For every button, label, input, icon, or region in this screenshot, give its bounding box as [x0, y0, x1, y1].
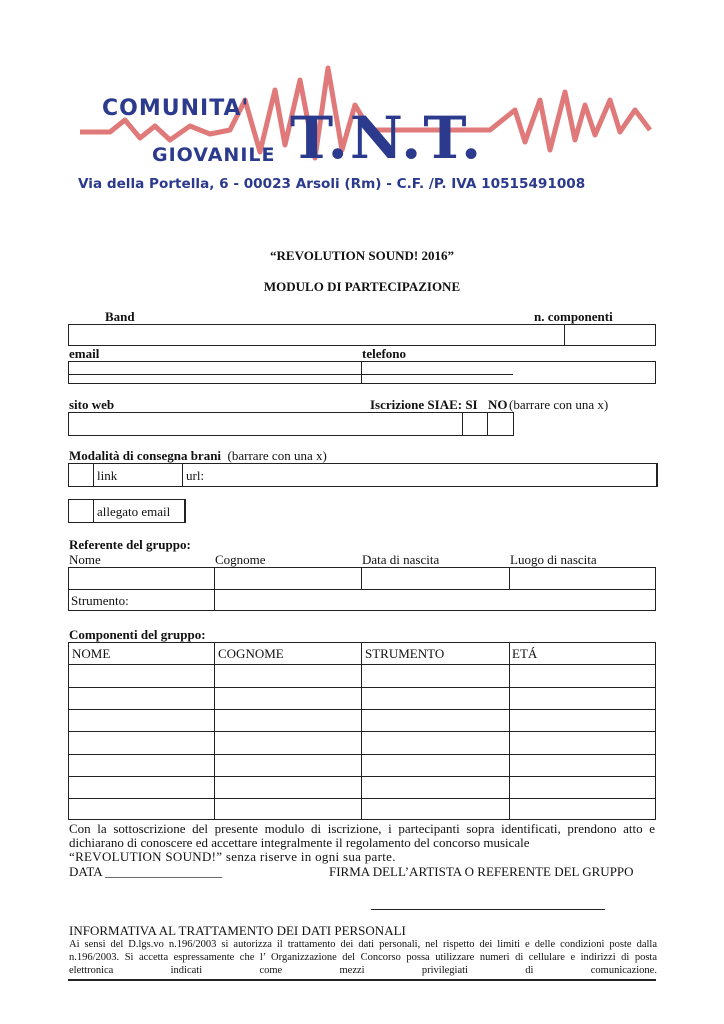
privacy-word: elettronica — [69, 965, 114, 976]
componenti-cell-input[interactable] — [215, 755, 361, 775]
componenti-cell-input[interactable] — [69, 710, 214, 730]
email-input[interactable] — [69, 362, 361, 383]
referente-luogo-label: Luogo di nascita — [510, 552, 597, 567]
logo-line1: COMUNITA' — [102, 96, 250, 121]
siae-si-checkbox[interactable] — [462, 412, 488, 436]
privacy-line1: Ai sensi del D.lgs.vo n.196/2003 si autorizza il trattamento dei dati personali, nel rispetto dei limiti e delle condizioni poste dalla — [69, 939, 657, 950]
allegato-label: allegato email — [97, 504, 171, 519]
siae-hint: (barrare con una x) — [509, 397, 609, 412]
componenti-cell-input[interactable] — [69, 665, 214, 685]
telefono-input[interactable] — [362, 362, 655, 383]
componenti-cell-input[interactable] — [510, 755, 655, 775]
band-input[interactable] — [68, 324, 565, 346]
link-checkbox[interactable] — [69, 464, 93, 486]
componenti-label: Componenti del gruppo: — [69, 627, 206, 642]
componenti-cell-input[interactable] — [215, 777, 361, 797]
componenti-cell-input[interactable] — [215, 665, 361, 685]
componenti-cell-input[interactable] — [215, 688, 361, 708]
referente-data-label: Data di nascita — [362, 552, 440, 567]
form-title: “REVOLUTION SOUND! 2016” — [270, 248, 454, 263]
telefono-underline — [361, 374, 513, 375]
email-underline — [68, 374, 361, 375]
privacy-word: comunicazione. — [590, 965, 657, 976]
privacy-line3 — [69, 964, 657, 977]
statement-line1: Con la sottoscrizione del presente modulo di iscrizione, i partecipanti sopra identificati, prendono atto e — [69, 821, 655, 836]
componenti-cell-input[interactable] — [510, 710, 655, 730]
privacy-word: come — [259, 965, 283, 976]
referente-nome-label: Nome — [69, 552, 101, 567]
siae-no-checkbox[interactable] — [487, 412, 514, 436]
componenti-cell-input[interactable] — [215, 732, 361, 752]
privacy-word: mezzi — [339, 965, 365, 976]
referente-cognome-input[interactable] — [215, 568, 361, 589]
privacy-bottom-rule — [68, 979, 656, 981]
link-divider-1 — [93, 463, 94, 487]
referente-label: Referente del gruppo: — [69, 537, 191, 552]
componenti-cell-input[interactable] — [69, 777, 214, 797]
n-componenti-input[interactable] — [564, 324, 656, 346]
componenti-cell-input[interactable] — [362, 777, 509, 797]
strumento-input[interactable] — [215, 590, 655, 610]
componenti-cell-input[interactable] — [510, 732, 655, 752]
statement-line2: dichiarano di conoscere ed accettare integralmente il regolamento del concorso musicale — [69, 835, 530, 850]
privacy-word: indicati — [170, 965, 203, 976]
componenti-cell-input[interactable] — [362, 710, 509, 730]
sito-web-label: sito web — [69, 397, 115, 412]
link-label: link — [97, 468, 118, 483]
logo — [70, 60, 660, 200]
componenti-cell-input[interactable] — [510, 688, 655, 708]
modalita-hint: (barrare con una x) — [227, 448, 327, 463]
componenti-row-line — [68, 798, 656, 799]
url-input[interactable] — [206, 464, 656, 486]
componenti-cell-input[interactable] — [215, 710, 361, 730]
contact-divider — [361, 361, 362, 384]
allegato-checkbox[interactable] — [69, 500, 93, 522]
componenti-header-strumento: STRUMENTO — [365, 646, 445, 661]
link-divider-2 — [182, 463, 183, 487]
componenti-cell-input[interactable] — [362, 755, 509, 775]
band-label: Band — [105, 309, 135, 324]
form-subtitle: MODULO DI PARTECIPAZIONE — [263, 279, 461, 294]
componenti-cell-input[interactable] — [69, 755, 214, 775]
n-componenti-label: n. componenti — [534, 309, 613, 324]
componenti-cell-input[interactable] — [362, 732, 509, 752]
componenti-cell-input[interactable] — [510, 777, 655, 797]
url-label: url: — [186, 468, 205, 483]
siae-label: Iscrizione SIAE: SI — [370, 397, 478, 412]
privacy-title: INFORMATIVA AL TRATTAMENTO DEI DATI PERSONALI — [69, 923, 406, 938]
firma-line[interactable] — [371, 909, 605, 910]
modalita-label — [69, 448, 327, 463]
data-field[interactable]: DATA __________________ — [69, 864, 223, 879]
componenti-cell-input[interactable] — [510, 665, 655, 685]
referente-luogo-input[interactable] — [510, 568, 655, 589]
statement-line3: “REVOLUTION SOUND!” senza riserve in ogni sua parte. — [69, 849, 396, 864]
referente-nome-input[interactable] — [69, 568, 214, 589]
referente-data-input[interactable] — [362, 568, 509, 589]
componenti-cell-input[interactable] — [69, 688, 214, 708]
telefono-label: telefono — [362, 346, 407, 361]
privacy-word: privilegiati — [421, 965, 468, 976]
componenti-cell-input[interactable] — [69, 732, 214, 752]
siae-no-label: NO — [488, 397, 508, 412]
modalita-title: Modalità di consegna brani — [69, 448, 222, 463]
componenti-header-eta: ETÁ — [512, 646, 538, 661]
referente-cognome-label: Cognome — [215, 552, 266, 567]
logo-line2: GIOVANILE — [152, 144, 276, 166]
privacy-line2: n.196/2003. Si accetta espressamente che l’ Organizzazione del Concorso possa utilizzare numeri di cellulare e indirizzi di posta — [69, 952, 657, 963]
allegato-divider — [93, 499, 94, 523]
componenti-header-cognome: COGNOME — [218, 646, 284, 661]
componenti-cell-input[interactable] — [362, 688, 509, 708]
sito-web-input[interactable] — [68, 412, 463, 436]
componenti-cell-input[interactable] — [362, 665, 509, 685]
strumento-label: Strumento: — [71, 593, 129, 608]
email-label: email — [69, 346, 100, 361]
logo-brand: T.N.T. — [290, 104, 484, 172]
privacy-word: di — [525, 965, 534, 976]
firma-label: FIRMA DELL’ARTISTA O REFERENTE DEL GRUPPO — [329, 864, 634, 879]
componenti-header-nome: NOME — [72, 646, 111, 661]
logo-address: Via della Portella, 6 - 00023 Arsoli (Rm) - C.F. /P. IVA 10515491008 — [78, 176, 586, 192]
